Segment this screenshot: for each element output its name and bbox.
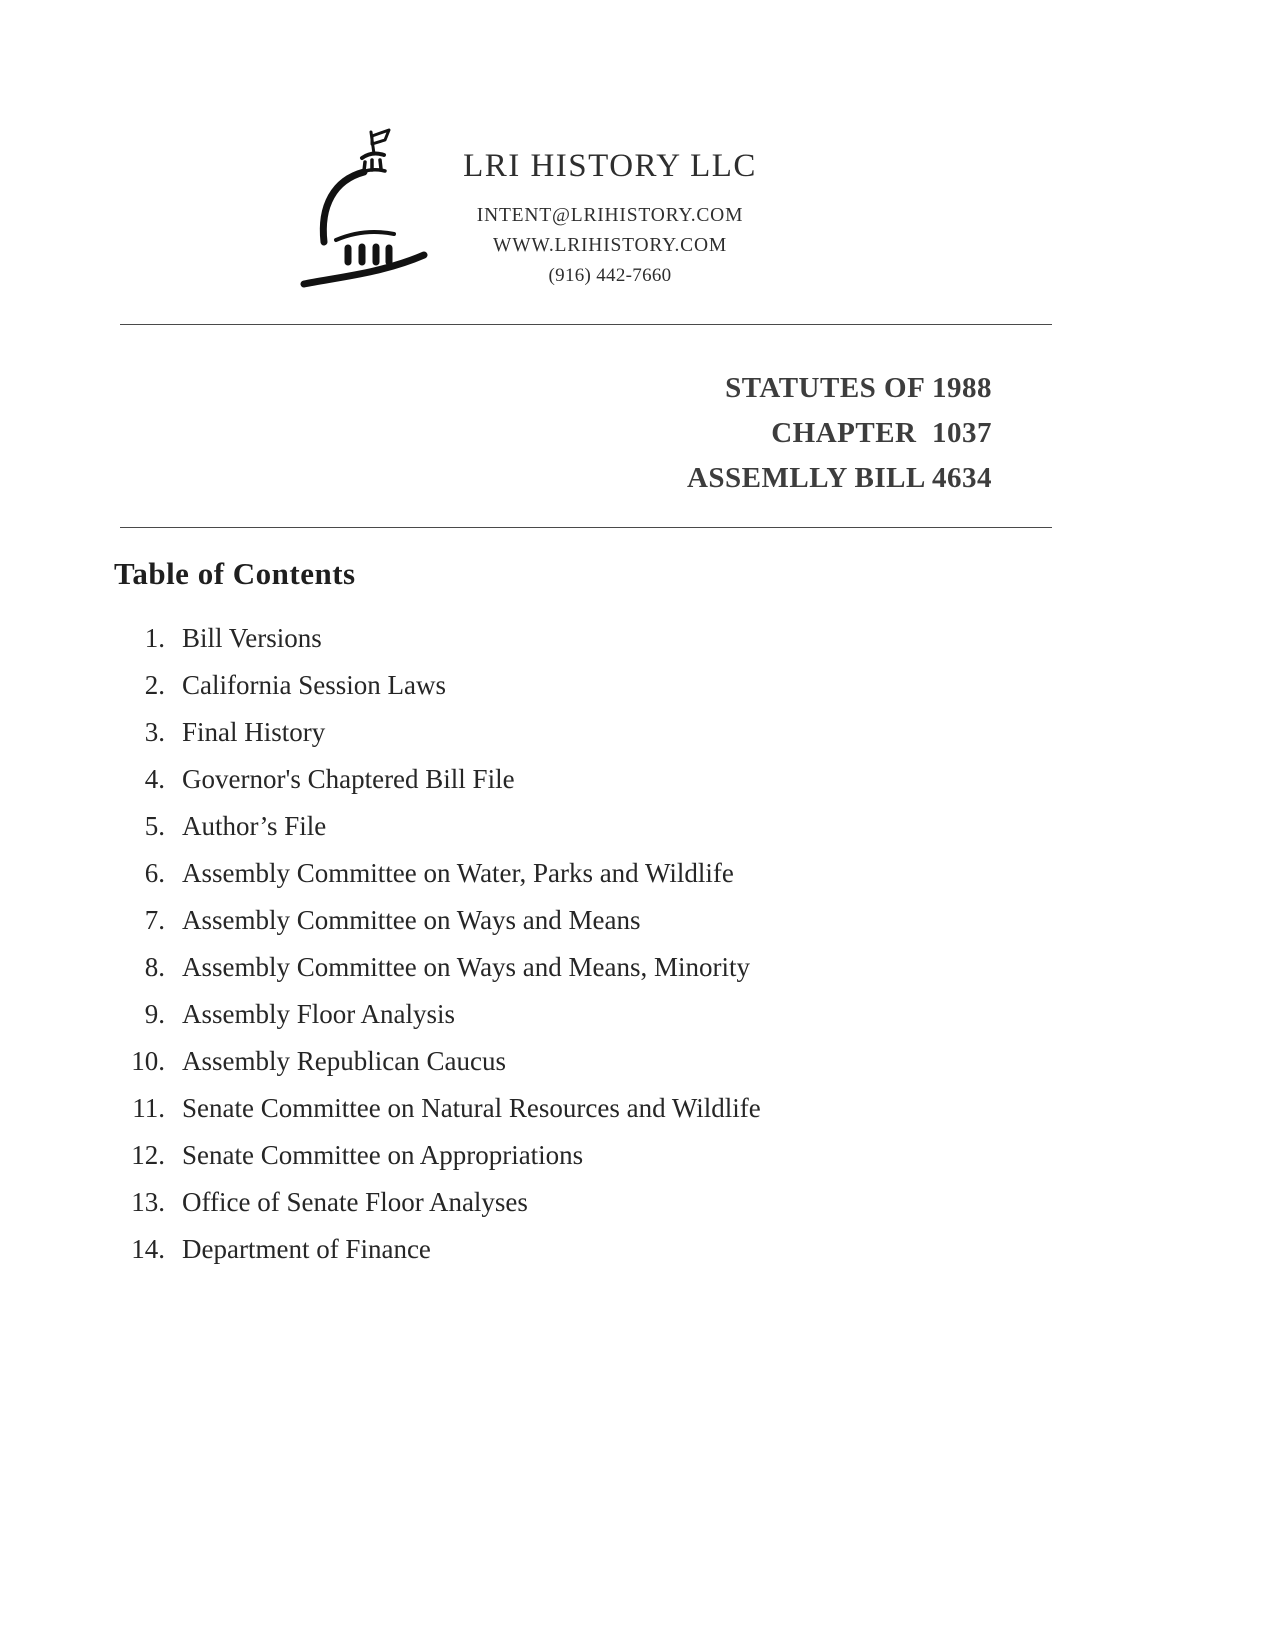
toc-item-number: 10. (131, 1046, 165, 1076)
title-block (687, 366, 992, 501)
divider-top (120, 324, 1052, 325)
toc-item-number: 5. (144, 811, 165, 841)
toc-item (113, 718, 761, 746)
toc-item (113, 765, 761, 793)
toc-item-label: Senate Committee on Appropriations (182, 1140, 584, 1170)
company-phone: (916) 442-7660 (548, 265, 672, 286)
toc-item (113, 859, 761, 887)
toc-item (113, 953, 761, 981)
toc-item-number: 1. (144, 623, 165, 653)
toc-item-number: 7. (144, 905, 165, 935)
toc-item-label: Office of Senate Floor Analyses (182, 1187, 528, 1217)
toc-item (113, 812, 761, 840)
toc-item-number: 14. (131, 1234, 165, 1264)
toc-item-number: 2. (144, 670, 165, 700)
toc-item-number: 11. (132, 1093, 165, 1123)
toc-item-label: Assembly Committee on Ways and Means, Minority (182, 952, 751, 982)
toc-item-label: Assembly Committee on Water, Parks and Wildlife (182, 858, 734, 888)
toc-item-label: Assembly Committee on Ways and Means (182, 905, 641, 935)
divider-bottom (120, 527, 1052, 528)
letterhead (392, 148, 828, 291)
statutes-line: STATUTES OF 1988 (725, 372, 992, 404)
toc-item-label: Assembly Republican Caucus (182, 1046, 506, 1076)
toc-item-label: Assembly Floor Analysis (182, 999, 456, 1029)
toc-item (113, 1188, 761, 1216)
toc-item-number: 8. (144, 952, 165, 982)
toc-item-label: Senate Committee on Natural Resources and Wildlife (182, 1093, 761, 1123)
toc-item (113, 1094, 761, 1122)
toc-item (113, 1000, 761, 1028)
toc-item (113, 624, 761, 652)
toc-item-label: Author’s File (182, 811, 327, 841)
toc-item-number: 9. (144, 999, 165, 1029)
toc-item-label: Department of Finance (182, 1234, 431, 1264)
toc-item-number: 12. (131, 1140, 165, 1170)
toc-item-number: 13. (131, 1187, 165, 1217)
toc-item (113, 1141, 761, 1169)
toc-item (113, 1235, 761, 1263)
toc-item (113, 1047, 761, 1075)
toc-item-number: 4. (144, 764, 165, 794)
toc-item-label: Final History (182, 717, 326, 747)
toc-item-label: Governor's Chaptered Bill File (182, 764, 515, 794)
chapter-line: CHAPTER 1037 (771, 417, 992, 449)
company-name: LRI HISTORY LLC (463, 148, 757, 184)
bill-line: ASSEMLLY BILL 4634 (686, 462, 992, 494)
toc-item-number: 3. (144, 717, 165, 747)
toc-item-label: Bill Versions (182, 623, 322, 653)
toc-heading: Table of Contents (114, 556, 356, 591)
toc-item (113, 906, 761, 934)
company-email: INTENT@LRIHISTORY.COM (476, 205, 744, 226)
toc-item (113, 671, 761, 699)
toc-item-number: 6. (144, 858, 165, 888)
toc-list (113, 624, 761, 1282)
company-website: WWW.LRIHISTORY.COM (493, 235, 727, 256)
toc-item-label: California Session Laws (182, 670, 446, 700)
